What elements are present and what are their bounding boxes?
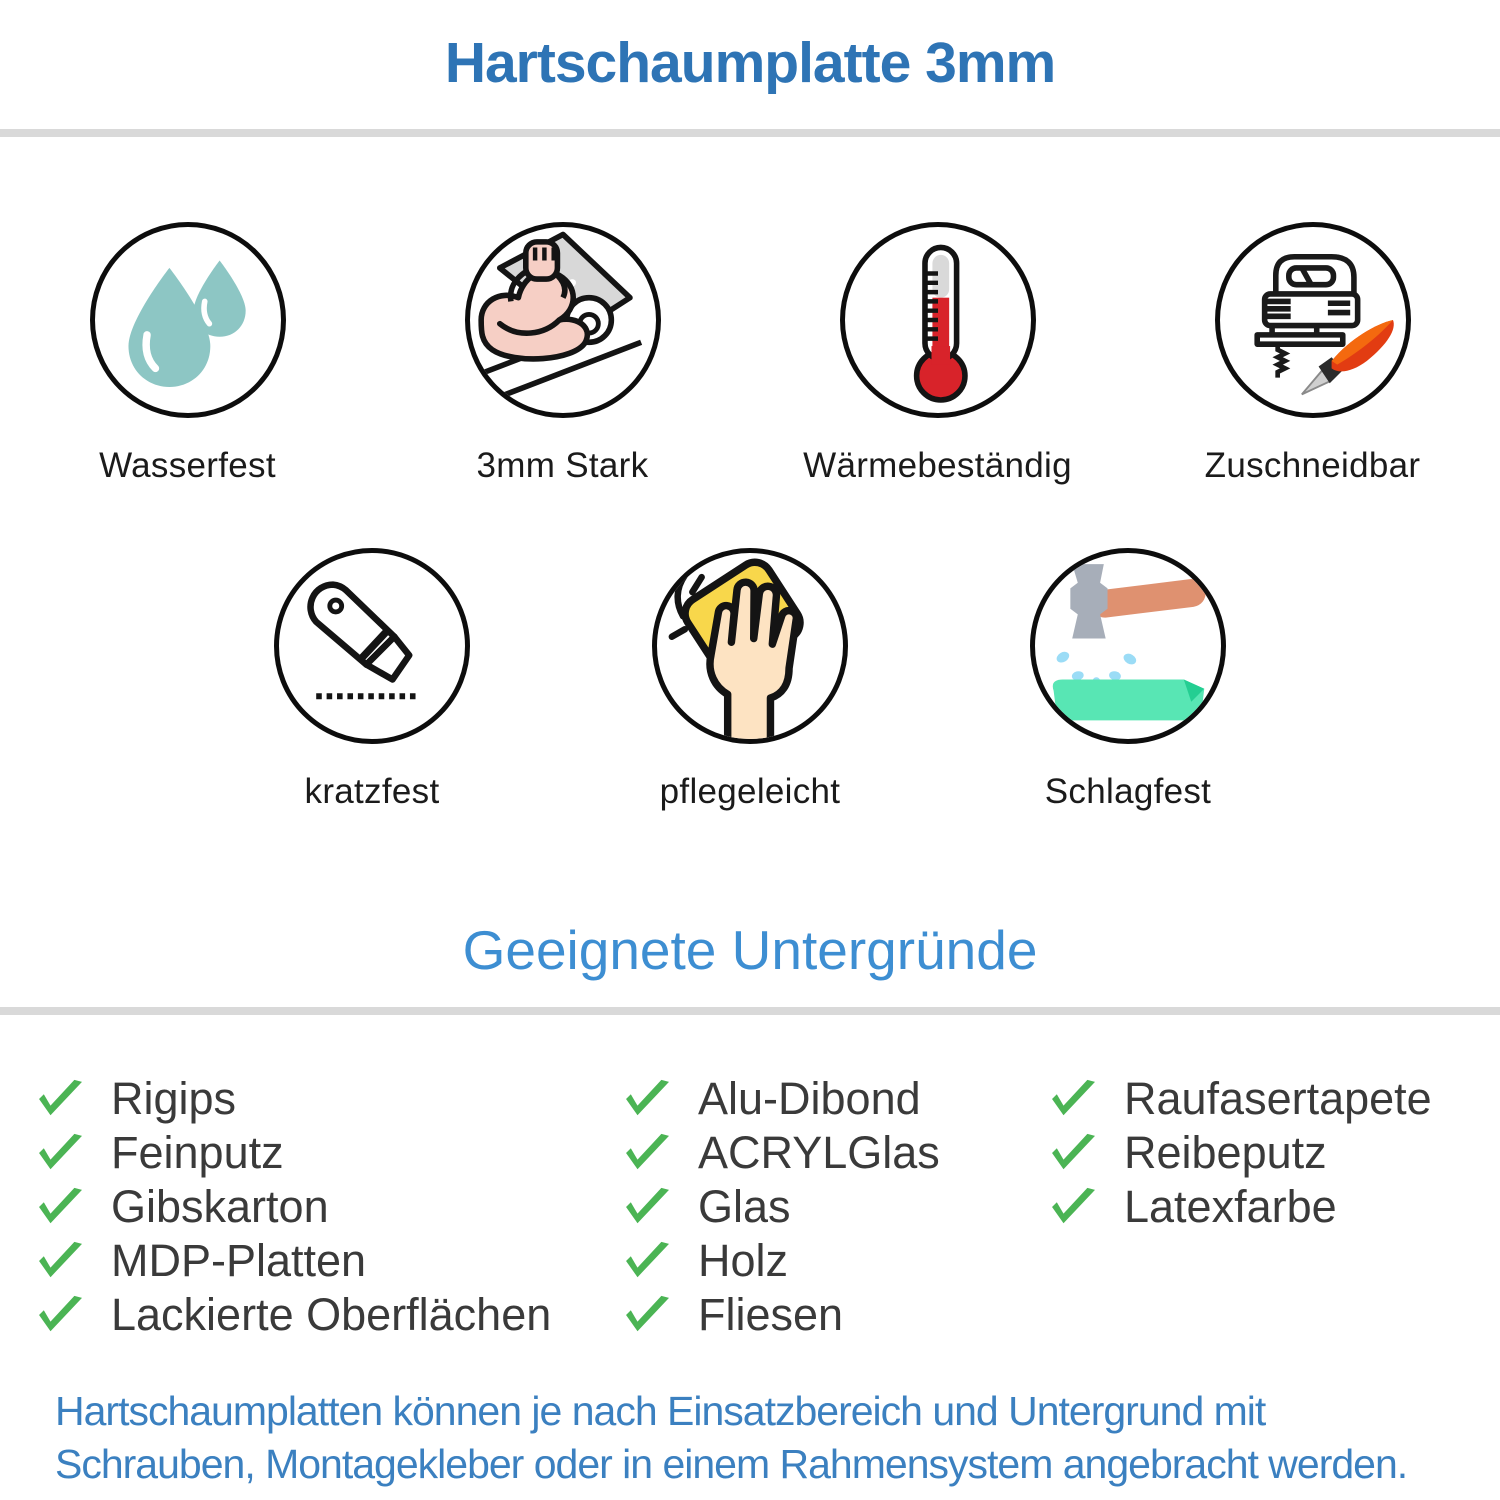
substrate-label: Gibskarton xyxy=(111,1181,329,1232)
feature-kratzfest xyxy=(183,548,561,812)
substrate-label: Latexfarbe xyxy=(1124,1181,1337,1232)
substrate-item xyxy=(35,1180,551,1234)
feature-3mm-stark xyxy=(375,222,750,486)
check-icon xyxy=(1048,1186,1100,1228)
substrate-label: Rigips xyxy=(111,1073,237,1124)
substrate-item xyxy=(1048,1072,1432,1126)
substrate-item xyxy=(35,1126,551,1180)
check-icon xyxy=(1048,1132,1100,1174)
feature-label: pflegeleicht xyxy=(659,772,841,811)
check-icon xyxy=(622,1078,674,1120)
substrate-item xyxy=(35,1234,551,1288)
substrate-item xyxy=(1048,1180,1432,1234)
substrate-item xyxy=(622,1126,940,1180)
check-icon xyxy=(622,1132,674,1174)
water-drops-icon xyxy=(90,222,286,418)
check-icon xyxy=(35,1132,87,1174)
cleaning-hand-icon xyxy=(652,548,848,744)
substrates-column-3 xyxy=(1048,1072,1432,1234)
feature-label: Wärmebeständig xyxy=(803,446,1072,485)
feature-label: 3mm Stark xyxy=(476,446,649,485)
check-icon xyxy=(35,1078,87,1120)
substrate-item xyxy=(622,1072,940,1126)
substrate-item xyxy=(35,1072,551,1126)
substrate-label: MDP-Platten xyxy=(111,1235,367,1286)
hammer-impact-icon xyxy=(1030,548,1226,744)
feature-waermebestaendig xyxy=(750,222,1125,486)
mounting-note-line2: Schrauben, Montagekleber oder in einem Rahmensystem angebracht werden. xyxy=(55,1441,1408,1487)
features-row-1 xyxy=(0,222,1500,486)
mounting-note xyxy=(55,1385,1407,1491)
substrate-label: Fliesen xyxy=(698,1289,844,1340)
mounting-note-line1: Hartschaumplatten können je nach Einsatzbereich und Untergrund mit xyxy=(55,1388,1266,1434)
divider-top xyxy=(0,129,1500,137)
substrate-label: Reibeputz xyxy=(1124,1127,1327,1178)
feature-label: Zuschneidbar xyxy=(1204,446,1421,485)
jigsaw-cutter-icon xyxy=(1215,222,1411,418)
substrate-item xyxy=(622,1180,940,1234)
substrate-label: ACRYLGlas xyxy=(698,1127,940,1178)
check-icon xyxy=(622,1186,674,1228)
check-icon xyxy=(622,1240,674,1282)
substrate-item xyxy=(622,1234,940,1288)
check-icon xyxy=(35,1186,87,1228)
substrate-label: Holz xyxy=(698,1235,789,1286)
feature-pflegeleicht xyxy=(561,548,939,812)
feature-label: kratzfest xyxy=(304,772,440,811)
substrate-item xyxy=(1048,1126,1432,1180)
feature-wasserfest xyxy=(0,222,375,486)
substrate-label: Alu-Dibond xyxy=(698,1073,921,1124)
check-icon xyxy=(1048,1078,1100,1120)
check-icon xyxy=(35,1294,87,1336)
substrate-item xyxy=(622,1288,940,1342)
substrate-item xyxy=(35,1288,551,1342)
feature-label: Wasserfest xyxy=(99,446,276,485)
check-icon xyxy=(622,1294,674,1336)
substrate-label: Glas xyxy=(698,1181,791,1232)
substrates-column-2 xyxy=(622,1072,940,1342)
utility-knife-icon xyxy=(274,548,470,744)
feature-label: Schlagfest xyxy=(1044,772,1212,811)
page-title: Hartschaumplatte 3mm xyxy=(444,31,1056,95)
divider-middle xyxy=(0,1007,1500,1015)
substrate-label: Raufasertapete xyxy=(1124,1073,1432,1124)
check-icon xyxy=(35,1240,87,1282)
substrates-column-1 xyxy=(35,1072,551,1342)
substrate-label: Feinputz xyxy=(111,1127,284,1178)
features-row-2 xyxy=(0,548,1500,812)
muscle-arm-icon xyxy=(465,222,661,418)
feature-zuschneidbar xyxy=(1125,222,1500,486)
substrates-heading: Geeignete Untergründe xyxy=(462,919,1038,981)
thermometer-icon xyxy=(840,222,1036,418)
substrate-label: Lackierte Oberflächen xyxy=(111,1289,552,1340)
feature-schlagfest xyxy=(939,548,1317,812)
